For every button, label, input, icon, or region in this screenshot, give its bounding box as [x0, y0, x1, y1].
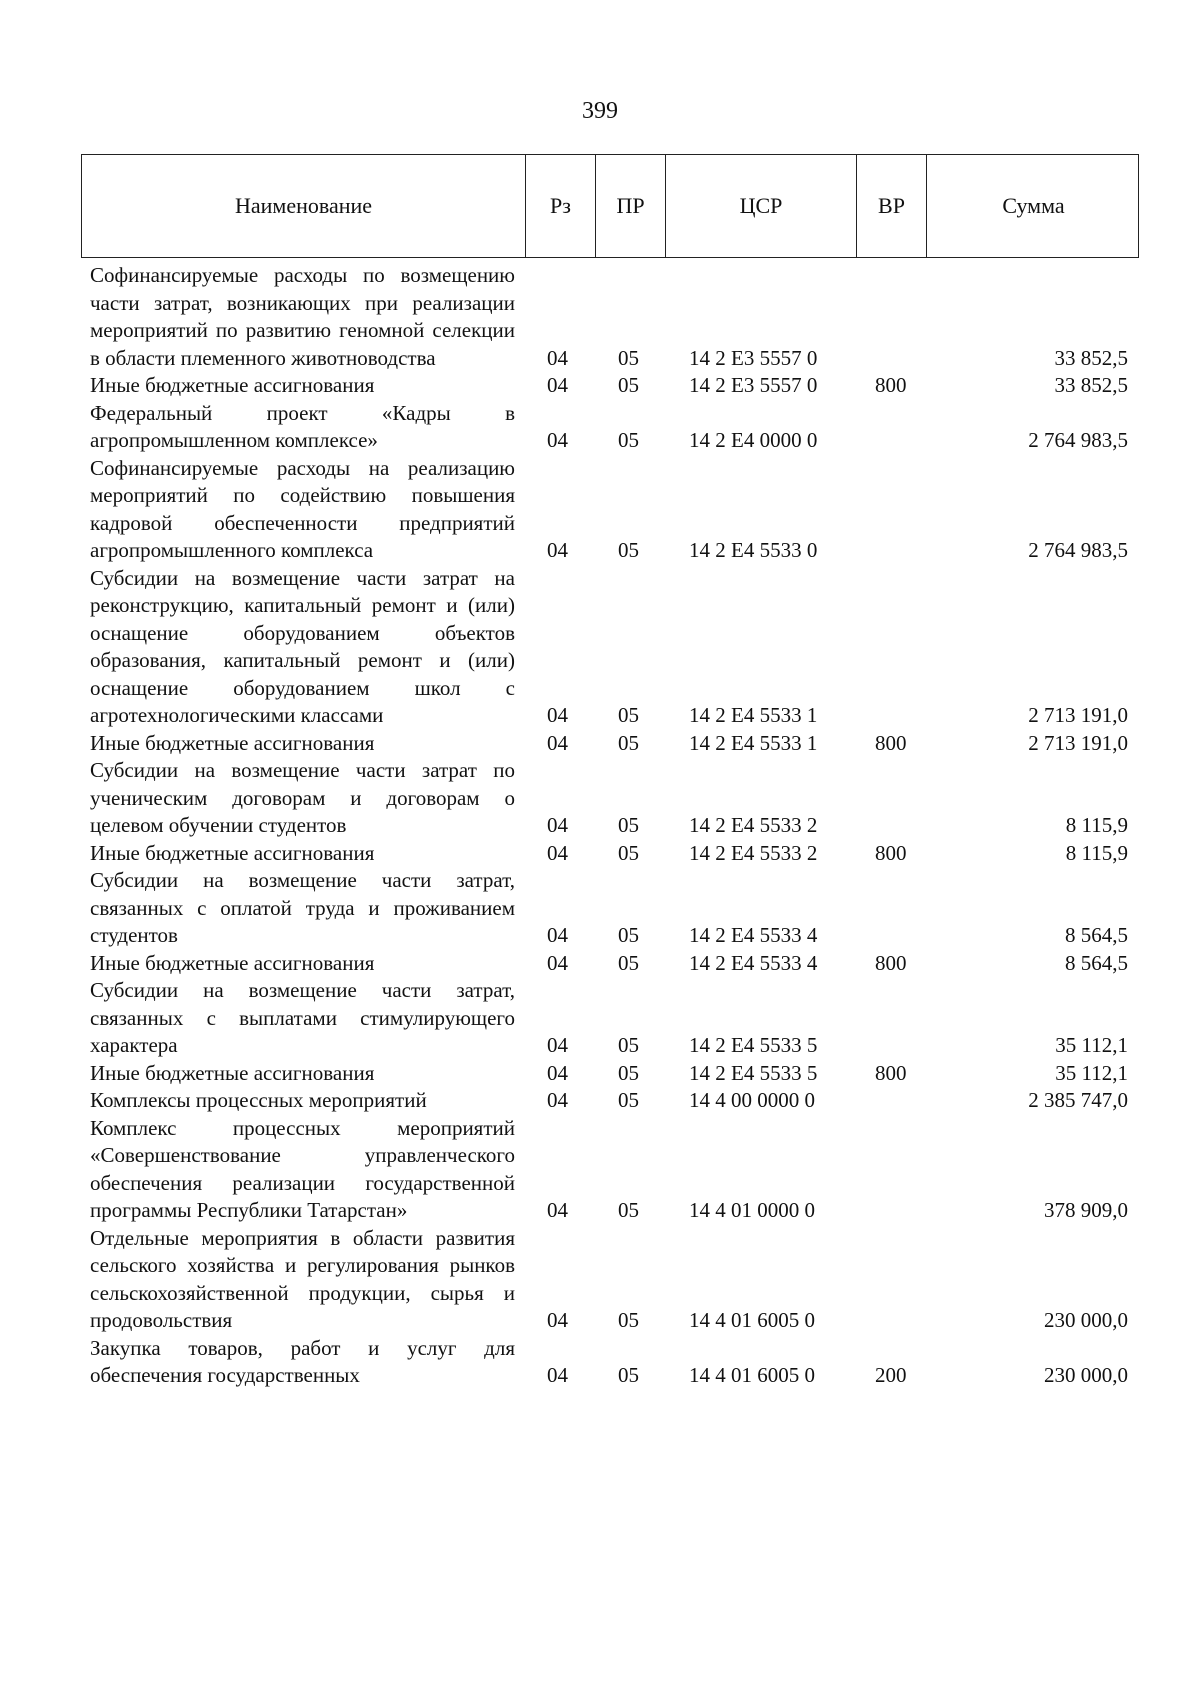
row-csr: 14 2 E4 5533 2	[689, 840, 818, 865]
table-row	[90, 757, 1140, 840]
row-rz: 04	[547, 1060, 568, 1085]
row-rz: 04	[547, 1088, 568, 1112]
row-rz: 04	[547, 1198, 568, 1222]
row-sum: 2 764 983,5	[1028, 428, 1128, 452]
table-row	[90, 1087, 1140, 1115]
row-name: Иные бюджетные ассигнования	[90, 730, 375, 755]
table-row	[90, 1060, 1140, 1088]
row-name: Иные бюджетные ассигнования	[90, 840, 375, 865]
row-csr: 14 2 E3 5557 0	[689, 345, 818, 370]
row-rz: 04	[547, 538, 568, 562]
row-vr: 800	[875, 950, 907, 975]
row-sum: 230 000,0	[1044, 1363, 1128, 1387]
row-csr: 14 2 E4 5533 1	[689, 703, 818, 727]
row-name: Субсидии на возмещение части затрат, связанных с оплатой труда и проживанием студентов	[90, 868, 515, 947]
table-row	[90, 565, 1140, 730]
row-csr: 14 2 E4 5533 4	[689, 923, 818, 947]
row-csr: 14 2 E4 5533 5	[689, 1033, 818, 1057]
row-name: Софинансируемые расходы по возмещению части затрат, возникающих при реализации мероприятий по развитию геномной селекции в области племенного животноводства	[90, 263, 515, 370]
row-sum: 35 112,1	[1055, 1060, 1128, 1085]
table-row	[90, 950, 1140, 978]
row-pr: 05	[618, 1198, 639, 1222]
row-sum: 8 115,9	[1065, 813, 1128, 837]
row-csr: 14 2 E3 5557 0	[689, 373, 818, 397]
table-row	[90, 1335, 1140, 1390]
row-sum: 8 564,5	[1065, 923, 1128, 947]
row-name: Отдельные мероприятия в области развития сельского хозяйства и регулирования рынков сельскохозяйственной продукции, сырья и продовольствия	[90, 1225, 515, 1332]
row-csr: 14 2 E4 5533 2	[689, 813, 818, 837]
row-name: Иные бюджетные ассигнования	[90, 950, 375, 975]
row-pr: 05	[618, 813, 639, 837]
row-name: Федеральный проект «Кадры в агропромышленном комплексе»	[90, 400, 515, 452]
header-csr: ЦСР	[666, 155, 857, 257]
row-vr: 800	[875, 840, 907, 865]
table-row	[90, 455, 1140, 565]
row-name: Иные бюджетные ассигнования	[90, 373, 375, 397]
row-rz: 04	[547, 950, 568, 975]
row-rz: 04	[547, 1033, 568, 1057]
table-row	[90, 1115, 1140, 1225]
row-pr: 05	[618, 923, 639, 947]
row-vr: 200	[875, 1363, 907, 1387]
row-rz: 04	[547, 373, 568, 397]
row-pr: 05	[618, 345, 639, 370]
row-csr: 14 2 E4 5533 4	[689, 950, 818, 975]
row-name: Закупка товаров, работ и услуг для обеспечения государственных	[90, 1335, 515, 1387]
row-sum: 8 115,9	[1065, 840, 1128, 865]
header-sum: Сумма	[1002, 193, 1065, 218]
row-name: Комплекс процессных мероприятий «Совершенствование управленческого обеспечения реализации государственной программы Республики Татарстан»	[90, 1115, 515, 1222]
row-pr: 05	[618, 703, 639, 727]
row-name: Субсидии на возмещение части затрат на реконструкцию, капитальный ремонт и (или) оснащение оборудованием объектов образования, капитальный ремонт и (или) оснащение оборудованием школ с агротехнологическими классами	[90, 565, 515, 727]
page-number: 399	[582, 98, 618, 124]
row-csr: 14 4 00 0000 0	[689, 1088, 815, 1112]
row-vr: 800	[875, 730, 907, 755]
table-row	[90, 867, 1140, 950]
header-name: Наименование	[82, 155, 526, 257]
row-rz: 04	[547, 923, 568, 947]
header-rz: Рз	[526, 155, 596, 257]
row-name: Комплексы процессных мероприятий	[90, 1088, 427, 1112]
row-name: Софинансируемые расходы на реализацию мероприятий по содействию повышения кадровой обеспеченности предприятий агропромышленного комплекса	[90, 455, 515, 562]
row-rz: 04	[547, 840, 568, 865]
row-pr: 05	[618, 538, 639, 562]
row-sum: 230 000,0	[1044, 1308, 1128, 1332]
row-csr: 14 4 01 6005 0	[689, 1308, 815, 1332]
row-sum: 33 852,5	[1054, 345, 1128, 370]
row-name: Субсидии на возмещение части затрат, связанных с выплатами стимулирующего характера	[90, 978, 515, 1057]
table-row	[90, 840, 1140, 868]
row-pr: 05	[618, 1060, 639, 1085]
row-csr: 14 2 E4 5533 0	[689, 538, 818, 562]
row-csr: 14 2 E4 5533 5	[689, 1060, 818, 1085]
table-row	[90, 400, 1140, 455]
row-vr: 800	[875, 373, 907, 397]
table-row	[90, 1225, 1140, 1335]
row-sum: 378 909,0	[1044, 1198, 1128, 1222]
row-pr: 05	[618, 373, 639, 397]
row-rz: 04	[547, 428, 568, 452]
row-rz: 04	[547, 1363, 568, 1387]
row-name: Иные бюджетные ассигнования	[90, 1060, 375, 1085]
row-rz: 04	[547, 345, 568, 370]
row-pr: 05	[618, 1033, 639, 1057]
row-sum: 33 852,5	[1054, 373, 1128, 397]
row-rz: 04	[547, 703, 568, 727]
row-pr: 05	[618, 950, 639, 975]
row-sum: 2 385 747,0	[1028, 1088, 1128, 1112]
row-rz: 04	[547, 813, 568, 837]
row-sum: 2 713 191,0	[1028, 730, 1128, 755]
row-pr: 05	[618, 1088, 639, 1112]
row-sum: 2 764 983,5	[1028, 538, 1128, 562]
row-pr: 05	[618, 730, 639, 755]
row-name: Субсидии на возмещение части затрат по ученическим договорам и договорам о целевом обучении студентов	[90, 758, 515, 837]
table-body	[90, 262, 1140, 1390]
table-row	[90, 372, 1140, 400]
row-rz: 04	[547, 730, 568, 755]
row-pr: 05	[618, 428, 639, 452]
row-pr: 05	[618, 1363, 639, 1387]
row-rz: 04	[547, 1308, 568, 1332]
header-vr: ВР	[857, 155, 927, 257]
header-pr: ПР	[596, 155, 666, 257]
table-header	[81, 154, 1139, 258]
table-row	[90, 977, 1140, 1060]
table-row	[90, 262, 1140, 372]
row-sum: 35 112,1	[1055, 1033, 1128, 1057]
row-sum: 8 564,5	[1065, 950, 1128, 975]
row-pr: 05	[618, 840, 639, 865]
row-csr: 14 4 01 6005 0	[689, 1363, 815, 1387]
row-csr: 14 2 E4 0000 0	[689, 428, 818, 452]
table-row	[90, 730, 1140, 758]
row-sum: 2 713 191,0	[1028, 703, 1128, 727]
row-vr: 800	[875, 1060, 907, 1085]
row-csr: 14 4 01 0000 0	[689, 1198, 815, 1222]
row-pr: 05	[618, 1308, 639, 1332]
row-csr: 14 2 E4 5533 1	[689, 730, 818, 755]
